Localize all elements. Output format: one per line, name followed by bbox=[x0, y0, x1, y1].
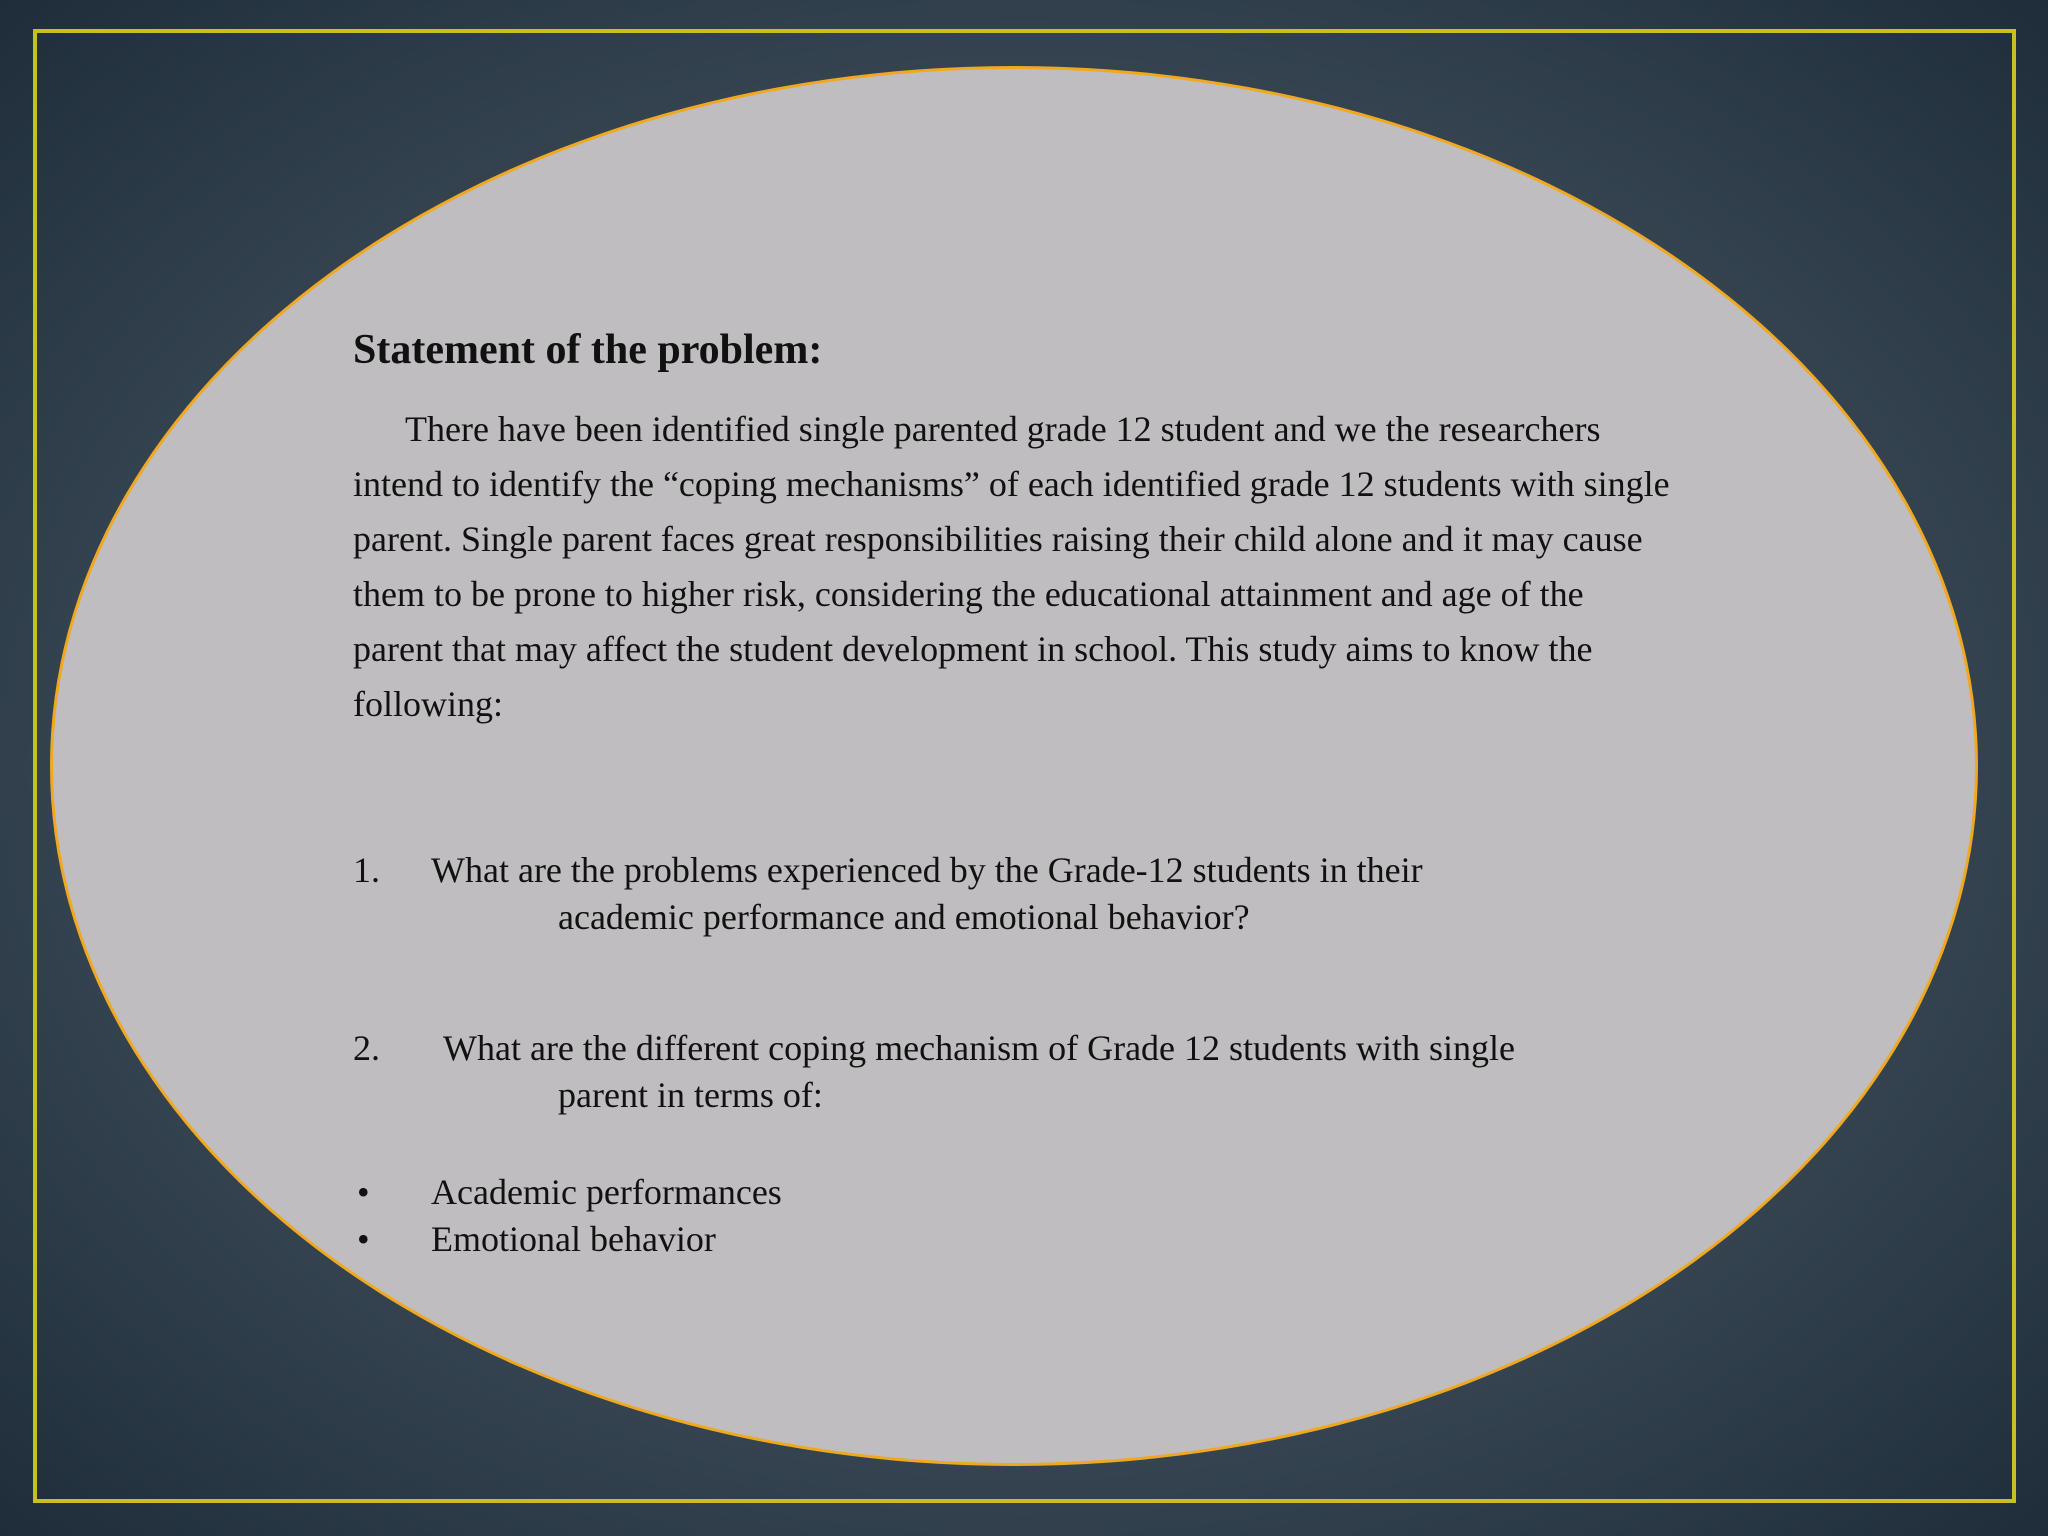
question-text-continuation: parent in terms of: bbox=[558, 1075, 823, 1115]
slide-content bbox=[353, 322, 1673, 1263]
question-text-line: What are the problems experienced by the Grade-12 students in their bbox=[431, 850, 1423, 890]
question-text-continuation: academic performance and emotional behavior? bbox=[558, 897, 1250, 937]
question-item bbox=[353, 847, 1673, 941]
question-text-line: What are the different coping mechanism of Grade 12 students with single bbox=[443, 1028, 1516, 1068]
question-item bbox=[353, 1025, 1673, 1119]
bullet-text: Emotional behavior bbox=[431, 1219, 716, 1259]
intro-paragraph: There have been identified single parented grade 12 student and we the researchers intend to identify the “coping mechanisms” of each identified grade 12 students with single parent. Single parent faces great responsibilities raising their child alone and it may cause them to be prone to higher risk, considering the educational attainment and age of the parent that may affect the student development in school. This study aims to know the following: bbox=[353, 409, 1670, 724]
question-number: 1. bbox=[353, 850, 380, 890]
bullet-item bbox=[353, 1169, 1673, 1216]
bullet-list bbox=[353, 1169, 1673, 1263]
slide-heading: Statement of the problem: bbox=[353, 327, 823, 373]
bullet-marker: • bbox=[357, 1172, 370, 1212]
bullet-text: Academic performances bbox=[431, 1172, 782, 1212]
question-list bbox=[353, 847, 1673, 1119]
bullet-item bbox=[353, 1216, 1673, 1263]
question-number: 2. bbox=[353, 1028, 380, 1068]
bullet-marker: • bbox=[357, 1219, 370, 1259]
